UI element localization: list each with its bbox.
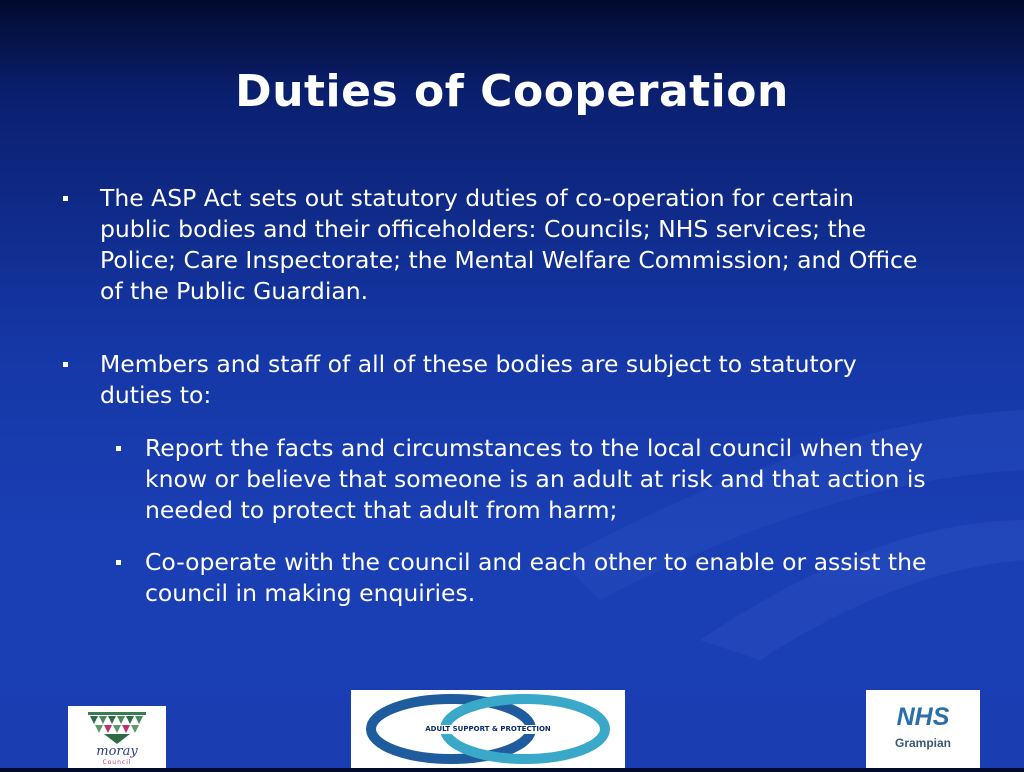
asp-logo-text: ADULT SUPPORT & PROTECTION xyxy=(407,725,569,734)
adult-support-protection-logo xyxy=(351,690,625,768)
sub-bullet-item xyxy=(145,547,975,609)
nhs-badge: NHS xyxy=(896,702,950,731)
nhs-grampian-logo xyxy=(866,690,980,768)
bullet-item xyxy=(100,183,930,307)
bullet-marker xyxy=(116,560,121,565)
bullet-marker xyxy=(63,362,68,367)
moray-council-logo xyxy=(68,706,166,768)
bullet-marker xyxy=(63,196,68,201)
bullet-text: Members and staff of all of these bodies are subject to statutory duties to: xyxy=(100,350,857,409)
moray-emblem-icon xyxy=(68,706,166,746)
moray-logo-text: moray xyxy=(96,744,138,759)
slide-title: Duties of Cooperation xyxy=(235,66,789,117)
moray-logo-subtext: Council xyxy=(102,759,132,766)
bullet-marker xyxy=(116,446,121,451)
bullet-text: Co-operate with the council and each other to enable or assist the council in making enquiries. xyxy=(145,548,927,607)
sub-bullet-item xyxy=(145,433,975,526)
bullet-text: Report the facts and circumstances to the local council when they know or believe that someone is an adult at risk and that action is needed to protect that adult from harm; xyxy=(145,434,926,524)
bullet-text: The ASP Act sets out statutory duties of co-operation for certain public bodies and their officeholders: Councils; NHS services; the Police; Care Inspectorate; the Mental Welfare Commission; and Office of the Public Guardian. xyxy=(100,184,918,305)
bullet-item xyxy=(100,349,930,411)
nhs-logo-subtext: Grampian xyxy=(894,736,951,750)
